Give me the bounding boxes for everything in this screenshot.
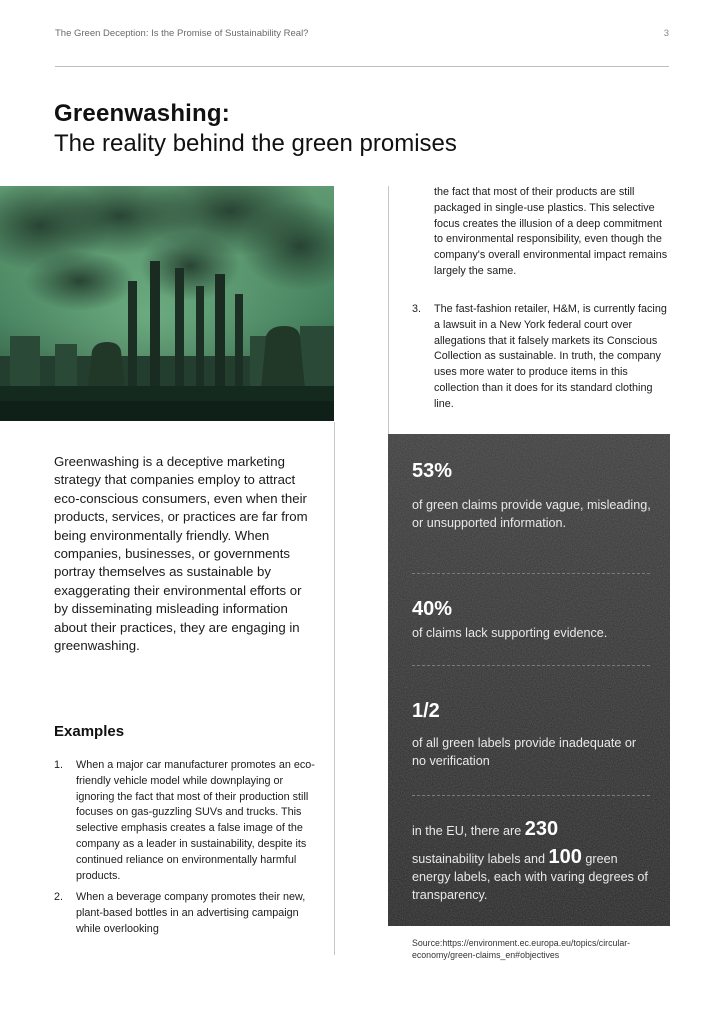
examples-list [54,758,316,944]
stat-divider [412,795,650,796]
list-item [54,890,316,937]
list-item [412,302,674,413]
running-header-title: The Green Deception: Is the Promise of Sustainability Real? [55,28,309,39]
list-item-number: 1. [54,759,64,771]
column-divider-top [388,186,389,434]
eu-stat-suffix-1: green [585,852,618,866]
list-item [54,758,316,884]
stat-description: of green claims provide vague, misleading, or unsupported information. [412,498,651,531]
industrial-smokestacks-image [0,186,334,421]
stat-value: 53% [412,460,453,482]
list-item-number: 3. [412,303,422,315]
header-divider [55,66,669,67]
eu-stat-middle: sustainability labels and [412,852,546,866]
intro-paragraph: Greenwashing is a deceptive marketing strategy that companies employ to attract eco-conscious consumers, even when their products, services, or practices are far from being environmentally friendly. When companies, businesses, or governments portray themselves as sustainable by exaggerating their environmental efforts or by disseminating misleading information about their practices, they are engaging in greenwashing. [54,454,308,654]
list-item-text: When a beverage company promotes their new, plant-based bottles in an advertising campaign while overlooking [76,891,306,935]
page-subtitle: The reality behind the green promises [54,130,457,157]
stat-description: of all green labels provide inadequate or no verification [412,736,637,769]
source-citation: Source:https://environment.ec.europa.eu/topics/circular-economy/green-claims_en#objectives [412,938,631,960]
eu-stat-prefix: in the EU, there are [412,824,522,838]
stat-divider [412,573,650,574]
statistics-panel [388,434,670,926]
list-item-text: The fast-fashion retailer, H&M, is currently facing a lawsuit in a New York federal court over allegations that it falsely markets its Conscious Collection as sustainable. In truth, the company uses more water to produce items in this collection than it does for its standard clothing line. [434,303,667,410]
column-divider [334,422,335,955]
examples-heading: Examples [54,723,125,740]
stat-description: of claims lack supporting evidence. [412,626,608,640]
list-item-number: 2. [54,891,64,904]
eu-labels-count: 230 [524,818,559,840]
eu-energy-count: 100 [548,846,582,868]
page-title: Greenwashing: [54,100,230,127]
eu-labels-stat [412,816,652,904]
list-item-text: When a major car manufacturer promotes an eco-friendly vehicle model while downplaying or ignoring the fact that most of their production still focuses on gas-guzzling SUVs and trucks. This selective emphasis creates a false image of the company as a leader in sustainability, despite its continued reliance on environmentally harmful products. [76,759,315,882]
stat-value: 1/2 [412,700,440,722]
eu-stat-suffix-2: energy labels, each with varing degrees of transparency. [412,870,648,903]
page-number: 3 [663,28,669,39]
stat-divider [412,665,650,666]
list-item-continued: the fact that most of their products are still packaged in single-use plastics. This selective focus creates the illusion of a deep commitment to environmental responsibility, even though the company's overall environmental impact remains largely the same. [434,186,668,277]
stat-value: 40% [412,598,453,620]
